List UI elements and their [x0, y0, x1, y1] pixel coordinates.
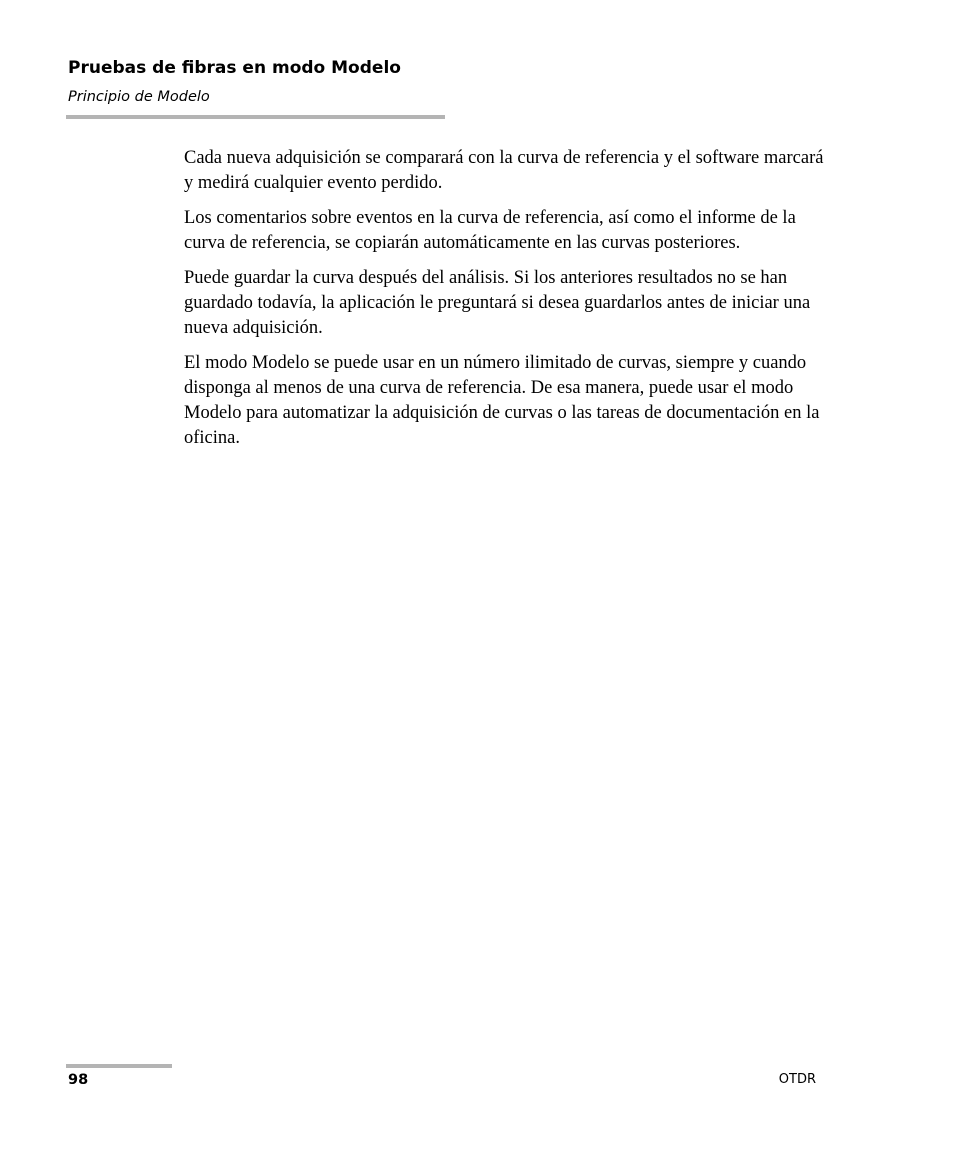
paragraph: Los comentarios sobre eventos en la curva de referencia, así como el informe de la curva de referencia, se copiarán automáticamente en las curvas posteriores.: [184, 208, 796, 253]
paragraph: El modo Modelo se puede usar en un número ilimitado de curvas, siempre y cuando disponga al menos de una curva de referencia. De esa manera, puede usar el modo Modelo para automatizar la adquisición de curvas o las tareas de documentación en la oficina.: [184, 353, 820, 448]
page-number: 98: [68, 1072, 89, 1088]
paragraph: Cada nueva adquisición se comparará con la curva de referencia y el software marcará y medirá cualquier evento perdido.: [184, 148, 824, 193]
section-subtitle: Principio de Modelo: [68, 89, 210, 105]
product-name: OTDR: [778, 1072, 816, 1087]
body-content: [184, 146, 824, 461]
footer-divider: [66, 1064, 172, 1068]
paragraph: Puede guardar la curva después del análisis. Si los anteriores resultados no se han guardado todavía, la aplicación le preguntará si desea guardarlos antes de iniciar una nueva adquisición.: [184, 268, 811, 338]
section-title: Pruebas de fibras en modo Modelo: [68, 58, 401, 78]
header-divider: [66, 115, 445, 119]
